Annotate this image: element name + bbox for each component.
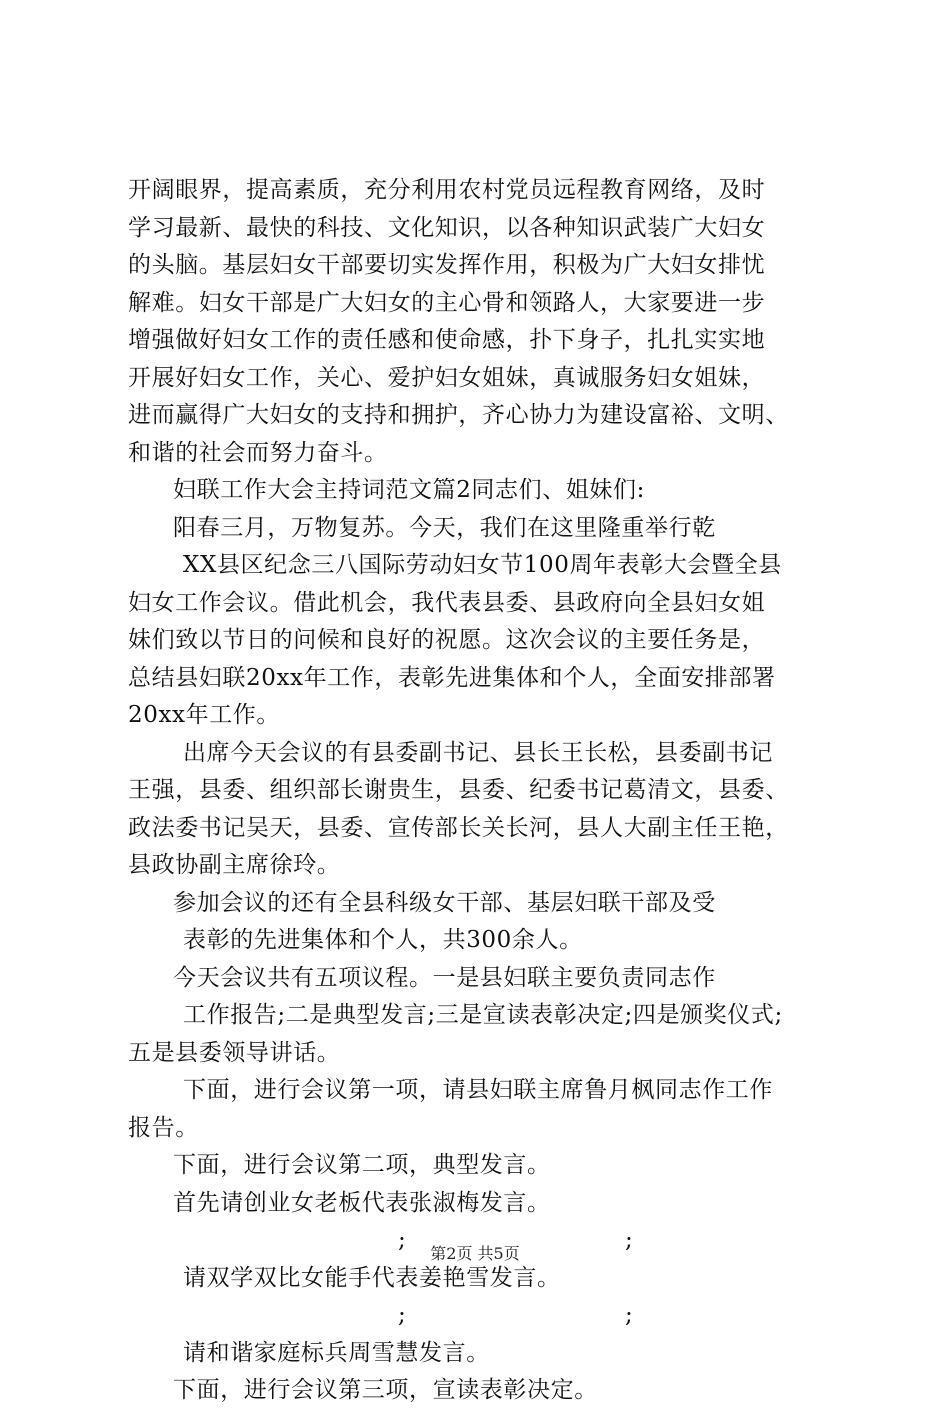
page-footer: 第2页 共5页 — [430, 1244, 520, 1263]
blank-fill-row — [128, 1297, 828, 1335]
semicolon-mark: ; — [625, 1227, 633, 1253]
text-line: 的头脑。基层妇女干部要切实发挥作用，积极为广大妇女排忧 — [128, 252, 766, 278]
text-line: 今天会议共有五项议程。一是县妇联主要负责同志作 — [173, 964, 716, 991]
text-line: 妇女工作会议。借此机会，我代表县委、县政府向全县妇女姐 — [128, 589, 766, 616]
text-line: 下面，进行会议第一项，请县妇联主席鲁月枫同志作工作 — [183, 1077, 773, 1103]
text-line: 首先请创业女老板代表张淑梅发言。 — [173, 1189, 551, 1216]
semicolon-mark: ; — [398, 1227, 406, 1253]
text-line: 20xx年工作。 — [128, 702, 281, 728]
text-line: 出席今天会议的有县委副书记、县长王长松，县委副书记 — [183, 739, 773, 766]
text-line: 县政协副主席徐玲。 — [128, 852, 341, 878]
semicolon-mark: ; — [398, 1302, 406, 1328]
text-line: 开展好妇女工作，关心、爱护妇女姐妹，真诚服务妇女姐妹， — [128, 364, 766, 391]
text-line: 参加会议的还有全县科级女干部、基层妇联干部及受 — [173, 889, 716, 916]
text-line: 进而赢得广大妇女的支持和拥护，齐心协力为建设富裕、文明、 — [128, 402, 789, 428]
text-line: 请和谐家庭标兵周雪慧发言。 — [183, 1339, 490, 1366]
text-line: 工作报告;二是典型发言;三是宣读表彰决定;四是颁奖仪式; — [183, 1002, 783, 1028]
text-line: 报告。 — [128, 1114, 199, 1141]
semicolon-mark: ; — [625, 1302, 633, 1328]
text-line: 学习最新、最快的科技、文化知识，以各种知识武装广大妇女 — [128, 214, 766, 241]
text-line: 增强做好妇女工作的责任感和使命感，扑下身子，扎扎实实地 — [128, 327, 766, 353]
text-line: 阳春三月，万物复苏。今天，我们在这里隆重举行乾 — [173, 514, 716, 541]
text-line: 解难。妇女干部是广大妇女的主心骨和领路人，大家要进一步 — [128, 289, 766, 316]
text-line: 下面，进行会议第二项，典型发言。 — [173, 1152, 551, 1178]
text-line: 开阔眼界，提高素质，充分利用农村党员远程教育网络，及时 — [128, 177, 766, 203]
text-line: 五是县委领导讲话。 — [128, 1039, 341, 1066]
text-line: 请双学双比女能手代表姜艳雪发言。 — [183, 1264, 561, 1291]
text-line: 下面，进行会议第三项，宣读表彰决定。 — [173, 1377, 598, 1403]
text-line: 妇联工作大会主持词范文篇2同志们、姐妹们: — [173, 477, 645, 503]
text-line: 政法委书记吴天，县委、宣传部长关长河，县人大副主任王艳， — [128, 814, 789, 841]
text-line: 总结县妇联20xx年工作，表彰先进集体和个人，全面安排部署 — [128, 664, 776, 691]
text-line: XX县区纪念三八国际劳动妇女节100周年表彰大会暨全县 — [183, 552, 782, 578]
text-line: 王强，县委、组织部长谢贵生，县委、纪委书记葛清文，县委、 — [128, 777, 789, 803]
text-line: 和谐的社会而努力奋斗。 — [128, 439, 388, 466]
text-line: 妹们致以节日的问候和良好的祝愿。这次会议的主要任务是， — [128, 627, 766, 653]
text-line: 表彰的先进集体和个人，共300余人。 — [183, 927, 583, 953]
document-body — [128, 172, 828, 1410]
